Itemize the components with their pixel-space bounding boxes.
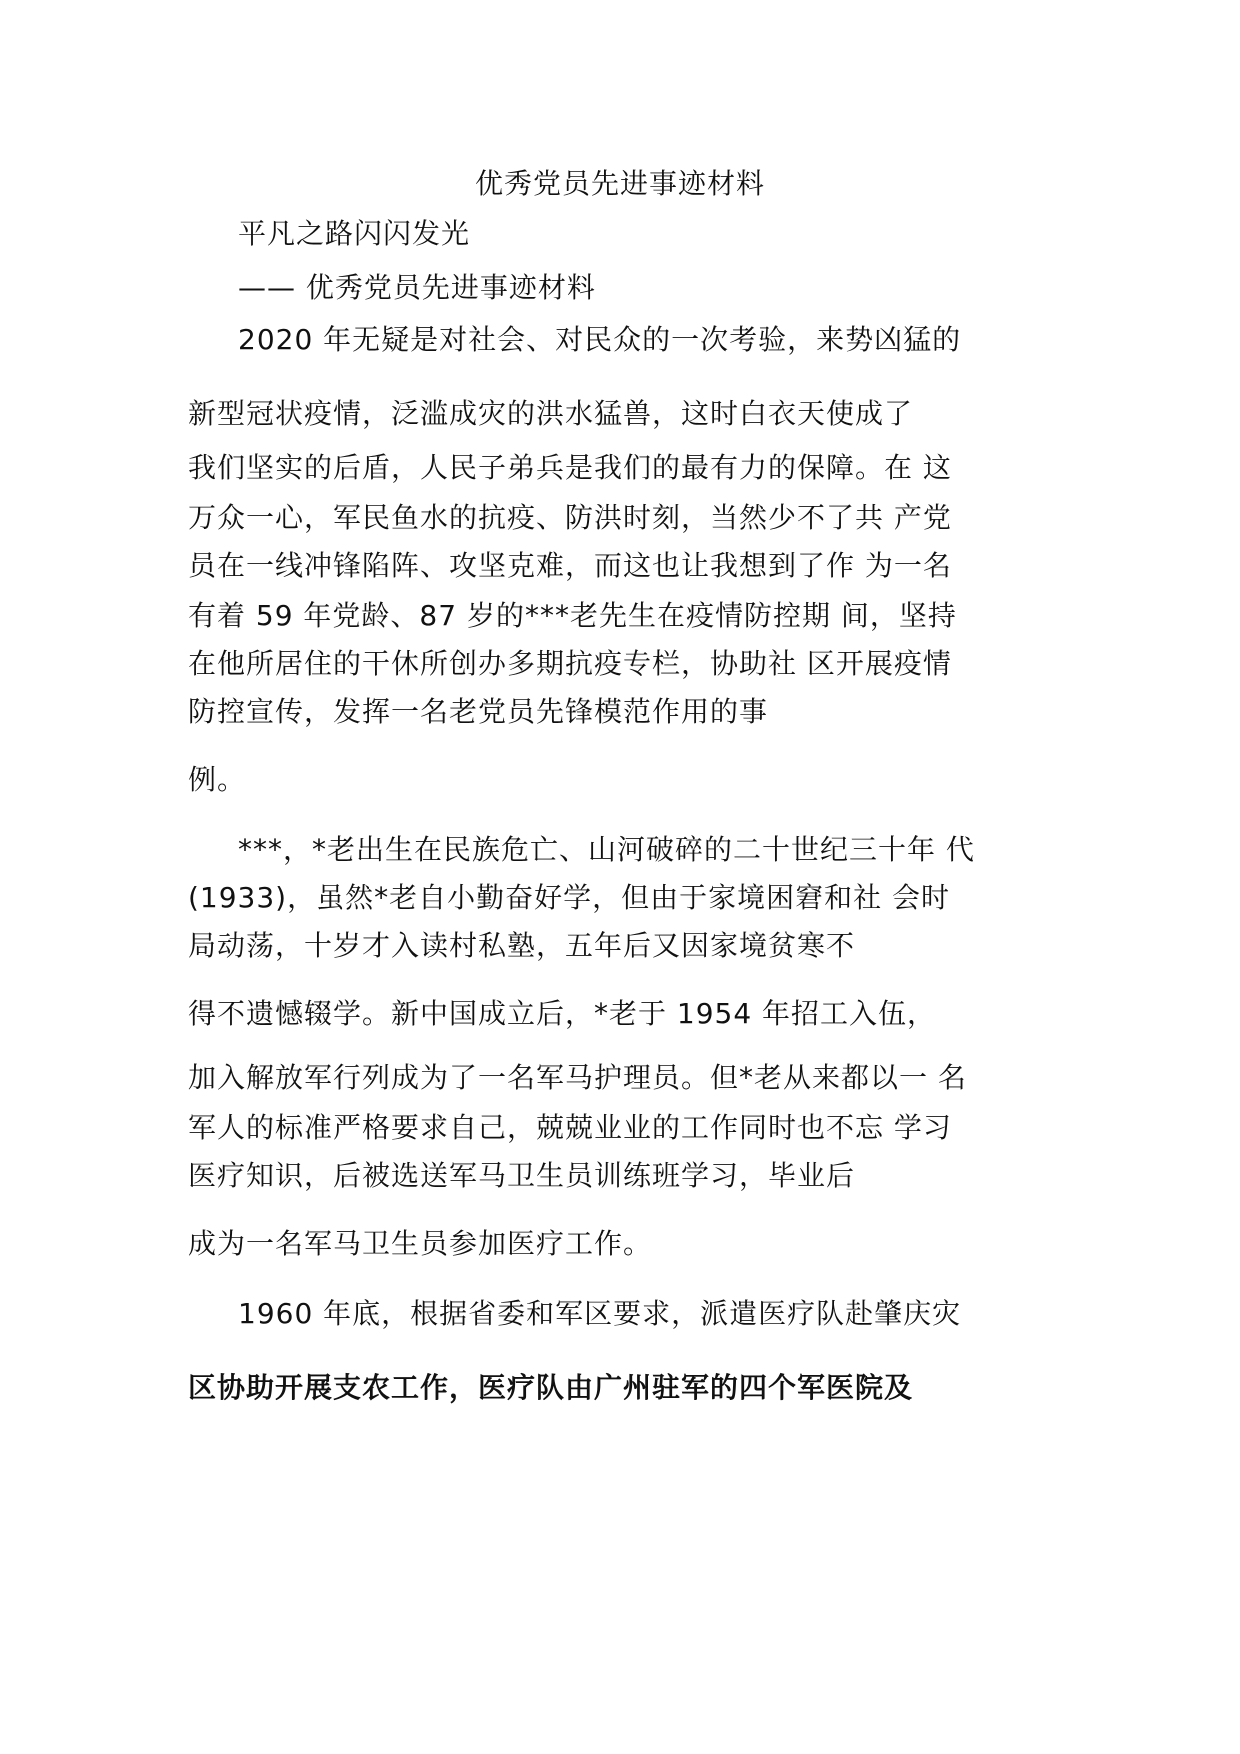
- paragraph-line: 区协助开展支农工作，医疗队由广州驻军的四个军医院及: [188, 1371, 914, 1404]
- paragraph-line: 军人的标准严格要求自己，兢兢业业的工作同时也不忘 学习: [188, 1111, 952, 1144]
- paragraph-line: 有着 59 年党龄、87 岁的***老先生在疫情防控期 间，坚持: [188, 599, 957, 632]
- paragraph-line: 万众一心，军民鱼水的抗疫、防洪时刻，当然少不了共 产党: [188, 501, 952, 534]
- paragraph-line: 得不遗憾辍学。新中国成立后，*老于 1954 年招工入伍，: [188, 997, 937, 1030]
- paragraph-line: 防控宣传，发挥一名老党员先锋模范作用的事: [188, 695, 769, 728]
- document-subtitle-secondary: —— 优秀党员先进事迹材料: [238, 271, 596, 304]
- paragraph-line: 医疗知识，后被选送军马卫生员训练班学习，毕业后: [188, 1159, 856, 1192]
- paragraph-line: 2020 年无疑是对社会、对民众的一次考验，来势凶猛的: [238, 323, 962, 356]
- paragraph-line: 员在一线冲锋陷阵、攻坚克难，而这也让我想到了作 为一名: [188, 549, 952, 582]
- paragraph-line: 例。: [188, 763, 247, 796]
- paragraph-line: 加入解放军行列成为了一名军马护理员。但*老从来都以一 名: [188, 1061, 967, 1094]
- document-title: 优秀党员先进事迹材料: [474, 167, 765, 200]
- paragraph-line: 成为一名军马卫生员参加医疗工作。: [188, 1227, 653, 1260]
- paragraph-line: 我们坚实的后盾，人民子弟兵是我们的最有力的保障。在 这: [188, 451, 952, 484]
- paragraph-line: ***，*老出生在民族危亡、山河破碎的二十世纪三十年 代: [238, 833, 975, 866]
- paragraph-line: (1933)，虽然*老自小勤奋好学，但由于家境困窘和社 会时: [188, 881, 951, 914]
- paragraph-line: 1960 年底，根据省委和军区要求，派遣医疗队赴肇庆灾: [238, 1297, 962, 1330]
- paragraph-line: 在他所居住的干休所创办多期抗疫专栏，协助社 区开展疫情: [188, 647, 952, 680]
- paragraph-line: 新型冠状疫情，泛滥成灾的洪水猛兽，这时白衣天使成了: [188, 397, 914, 430]
- document-subtitle: 平凡之路闪闪发光: [238, 217, 471, 250]
- paragraph-line: 局动荡，十岁才入读村私塾，五年后又因家境贫寒不: [188, 929, 856, 962]
